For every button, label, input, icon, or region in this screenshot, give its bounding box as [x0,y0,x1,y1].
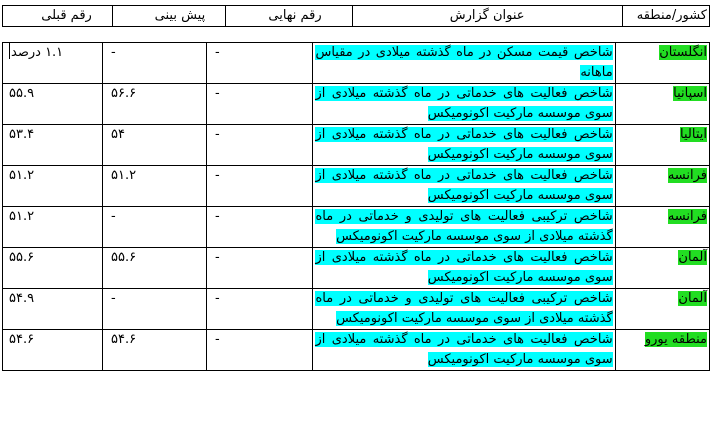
cell-forecast[interactable] [103,330,207,371]
header-country-label: کشور/منطقه [636,8,707,23]
header-row [3,6,710,27]
cell-title[interactable] [313,207,615,248]
cell-final[interactable] [206,84,313,125]
cell-country[interactable] [615,43,709,84]
forecast-value: - [111,291,116,306]
cell-country[interactable] [615,289,709,330]
cell-final[interactable] [206,166,313,207]
previous-value: ۱.۱ درصد [11,45,64,60]
header-forecast-label: پیش بینی [154,8,206,23]
cell-previous[interactable] [3,125,103,166]
country-name: ایتالیا [680,127,707,142]
cell-final[interactable] [206,207,313,248]
forecast-value: - [111,209,116,224]
report-title: شاخص فعالیت های خدماتی در ماه گذشته میلادی از سوی موسسه مارکیت اکونومیکس [315,168,613,203]
cell-final[interactable] [206,125,313,166]
cell-title[interactable] [313,330,615,371]
final-value: - [214,250,220,265]
cell-previous[interactable] [3,289,103,330]
cell-final[interactable] [206,330,313,371]
country-name: فرانسه [667,168,707,183]
final-value: - [214,168,220,183]
report-title: شاخص ترکیبی فعالیت های تولیدی و خدماتی در ماه گذشته میلادی از سوی موسسه مارکیت اکونومیکس [315,291,613,326]
header-previous-label: رقم قبلی [41,8,92,23]
country-name: آلمان [678,250,707,265]
cell-forecast[interactable] [103,125,207,166]
previous-value: ۵۱.۲ [9,209,35,224]
header-title[interactable] [352,6,622,27]
header-table [2,5,710,27]
table-row [3,330,710,371]
cell-country[interactable] [615,84,709,125]
cell-previous[interactable] [3,166,103,207]
final-value: - [214,209,220,224]
forecast-value: ۵۱.۲ [111,168,137,183]
table-row [3,166,710,207]
previous-value: ۵۴.۶ [9,332,35,347]
report-title: شاخص فعالیت های خدماتی در ماه گذشته میلادی از سوی موسسه مارکیت اکونومیکس [315,86,613,121]
cell-title[interactable] [313,248,615,289]
cell-previous[interactable] [3,330,103,371]
header-previous[interactable] [3,6,113,27]
cell-country[interactable] [615,125,709,166]
cell-country[interactable] [615,248,709,289]
cell-country[interactable] [615,330,709,371]
country-name: انگلستان [659,45,707,60]
cell-title[interactable] [313,289,615,330]
cell-final[interactable] [206,289,313,330]
final-value: - [214,127,220,142]
final-value: - [214,291,220,306]
forecast-value: ۵۵.۶ [111,250,137,265]
final-value: - [214,332,220,347]
header-forecast[interactable] [112,6,225,27]
final-value: - [214,86,220,101]
cell-country[interactable] [615,166,709,207]
cell-previous[interactable] [3,207,103,248]
cell-previous[interactable] [3,84,103,125]
previous-value: ۵۵.۶ [9,250,35,265]
previous-value: ۵۳.۴ [9,127,35,142]
table-row [3,289,710,330]
text-cursor [9,43,10,59]
cell-forecast[interactable] [103,166,207,207]
previous-value: ۵۴.۹ [9,291,35,306]
forecast-value: ۵۶.۶ [111,86,137,101]
cell-forecast[interactable] [103,289,207,330]
table-row [3,125,710,166]
cell-title[interactable] [313,166,615,207]
report-title: شاخص ترکیبی فعالیت های تولیدی و خدماتی در ماه گذشته میلادی از سوی موسسه مارکیت اکونومیکس [315,209,613,244]
report-title: شاخص فعالیت های خدماتی در ماه گذشته میلادی از سوی موسسه مارکیت اکونومیکس [315,250,613,285]
cell-country[interactable] [615,207,709,248]
final-value: - [214,45,220,60]
table-row [3,248,710,289]
country-name: آلمان [678,291,707,306]
previous-value: ۵۱.۲ [9,168,35,183]
forecast-value: - [111,45,116,60]
cell-title[interactable] [313,84,615,125]
report-table [2,42,710,371]
report-title: شاخص قیمت مسکن در ماه گذشته میلادی در مقیاس ماهانه [315,45,613,80]
report-title: شاخص فعالیت های خدماتی در ماه گذشته میلادی از سوی موسسه مارکیت اکونومیکس [315,127,613,162]
header-title-label: عنوان گزارش [449,8,525,23]
country-name: فرانسه [667,209,707,224]
country-name: منطقه یورو [644,332,707,347]
country-name: اسپانیا [673,86,707,101]
header-country[interactable] [622,6,709,27]
forecast-value: ۵۴.۶ [111,332,137,347]
cell-forecast[interactable] [103,207,207,248]
cell-title[interactable] [313,125,615,166]
cell-forecast[interactable] [103,43,207,84]
forecast-value: ۵۴ [111,127,125,142]
header-final[interactable] [226,6,352,27]
cell-previous[interactable] [3,43,103,84]
report-title: شاخص فعالیت های خدماتی در ماه گذشته میلادی از سوی موسسه مارکیت اکونومیکس [315,332,613,367]
cell-title[interactable] [313,43,615,84]
cell-final[interactable] [206,43,313,84]
cell-forecast[interactable] [103,84,207,125]
table-row [3,207,710,248]
header-final-label: رقم نهایی [268,8,322,23]
cell-previous[interactable] [3,248,103,289]
table-row [3,43,710,84]
cell-final[interactable] [206,248,313,289]
table-row [3,84,710,125]
cell-forecast[interactable] [103,248,207,289]
previous-value: ۵۵.۹ [9,86,35,101]
